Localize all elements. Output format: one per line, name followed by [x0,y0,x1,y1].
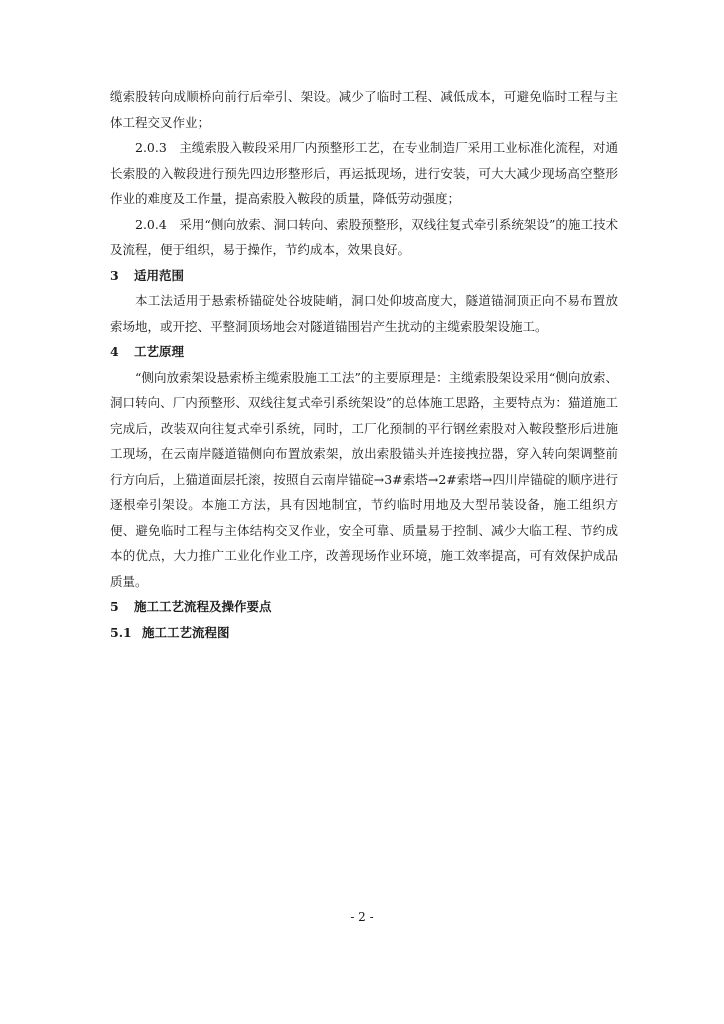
section-number: 3 [110,267,119,283]
section-title: 适用范围 [134,267,185,283]
section-number: 5 [110,599,119,614]
section-heading-5-1 [110,620,618,646]
section-heading-4 [110,339,618,365]
paragraph-continued: 缆索股转向成顺桥向前行后牵引、架设。减少了临时工程、减低成本，可避免临时工程与主体工程交叉作业； [110,89,618,130]
section-heading-3 [110,263,618,289]
paragraph-2-0-4: 2.0.4 采用“侧向放索、洞口转向、索股预整形，双线往复式牵引系统架设”的施工技术及流程，便于组织，易于操作，节约成本，效果良好。 [110,216,618,257]
page-body [110,84,618,645]
section-title: 施工工艺流程图 [142,624,230,640]
section-number: 5.1 [110,624,132,640]
section-title: 施工工艺流程及操作要点 [134,599,272,614]
paragraph-scope: 本工法适用于悬索桥锚碇处谷坡陡峭，洞口处仰坡高度大，隧道锚洞顶正向不易布置放索场地，或开挖、平整洞顶场地会对隧道锚围岩产生扰动的主缆索股架设施工。 [110,293,618,334]
paragraph-principle: “侧向放索架设悬索桥主缆索股施工工法”的主要原理是：主缆索股架设采用“侧向放索、洞口转向、厂内预整形、双线往复式牵引系统架设”的总体施工思路，主要特点为：猫道施工完成后，改装双向往复式牵引系统，同时，工厂化预制的平行钢丝索股对入鞍段整形后进施工现场，在云南岸隧道锚侧向布置放索架，放出索股锚头并连接拽拉器，穿入转向架调整前行方向后，上猫道面层托滚，按照自云南岸锚碇→3#索塔→2#索塔→四川岸锚碇的顺序进行逐根牵引架设。本施工方法，具有因地制宜，节约临时用地及大型吊装设备，施工组织方便、避免临时工程与主体结构交叉作业，安全可靠、质量易于控制、减少大临工程、节约成本的优点，大力推广工业化作业工序，改善现场作业环境，施工效率提高，可有效保护成品质量。 [110,369,618,589]
section-number: 4 [110,344,119,359]
page-number: - 2 - [350,910,374,924]
section-heading-5 [110,594,618,620]
section-title: 工艺原理 [134,344,185,359]
paragraph-2-0-3: 2.0.3 主缆索股入鞍段采用厂内预整形工艺，在专业制造厂采用工业标准化流程，对通长索股的入鞍段进行预先四边形整形后，再运抵现场，进行安装，可大大减少现场高空整形作业的难度及工作量，提高索股入鞍段的质量，降低劳动强度； [110,140,618,206]
